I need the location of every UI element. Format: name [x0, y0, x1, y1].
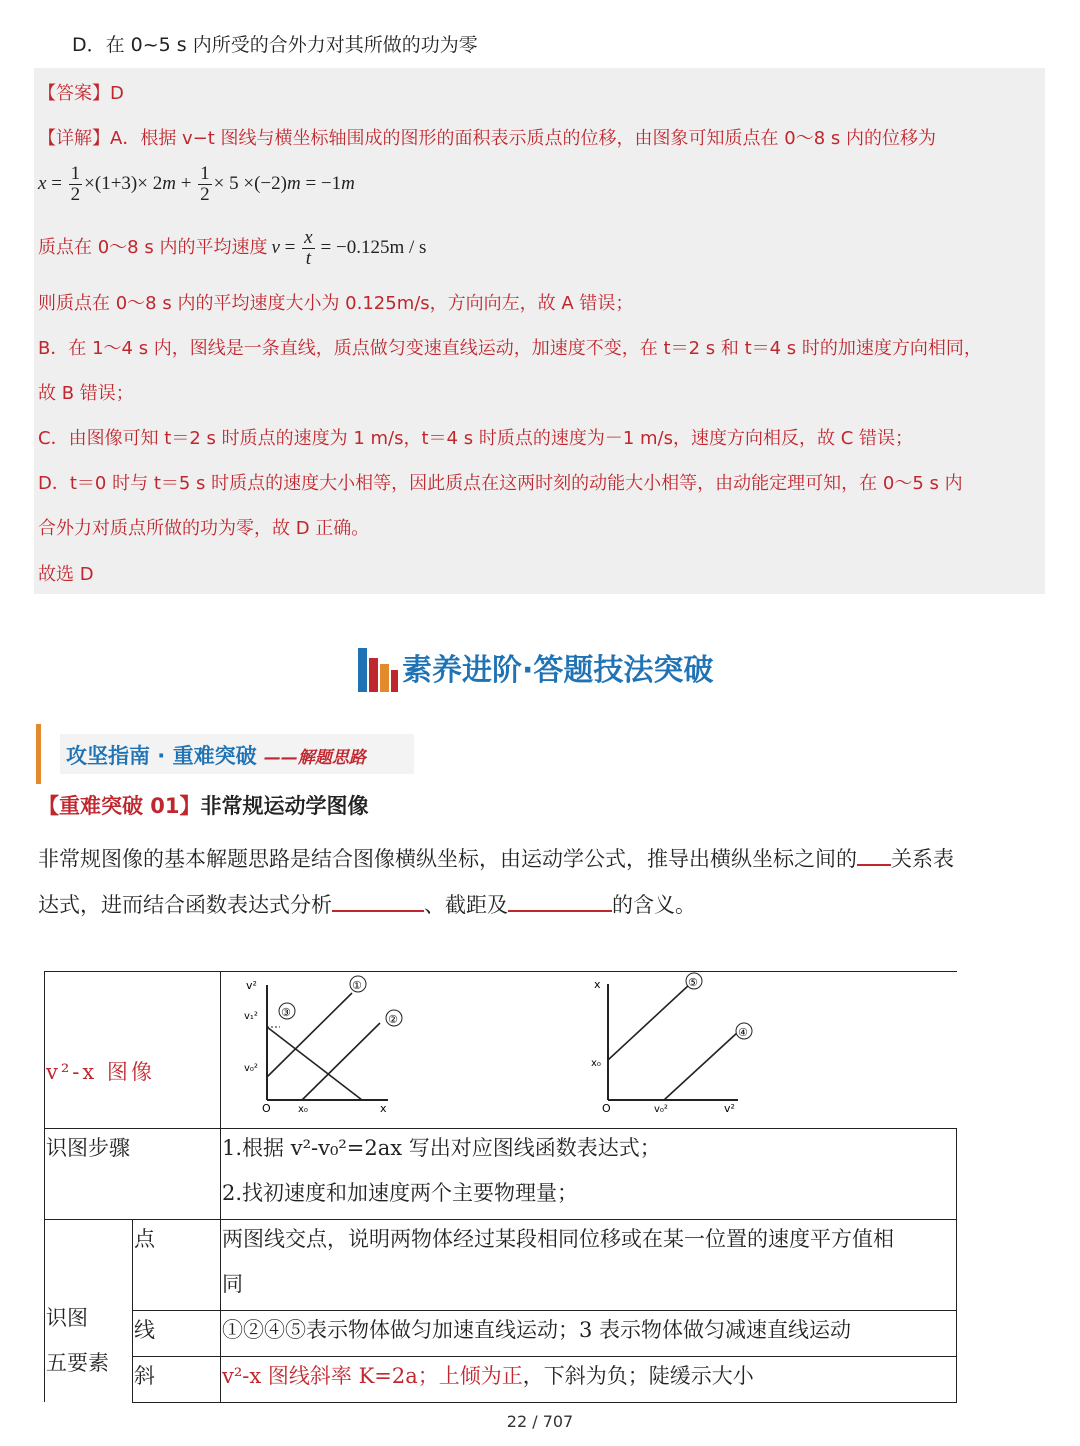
guide-accent-bar	[36, 724, 41, 784]
section-title: 素养进阶·答题技法突破	[402, 653, 714, 688]
g2-curve-5: ⑤	[688, 976, 698, 989]
g1-x0-label: x₀	[298, 1104, 308, 1115]
detail-intro: 【详解】A．根据 v−t 图线与横坐标轴围成的图形的面积表示质点的位移，由图象可知质点在 0～8 s 内的位移为	[38, 128, 936, 149]
g1-origin: O	[262, 1102, 271, 1115]
intro-line-1: 非常规图像的基本解题思路是结合图像横纵坐标，由运动学公式，推导出横纵坐标之间的 关系表	[38, 847, 954, 871]
g2-y-label: x	[594, 978, 601, 991]
point-label: 点	[134, 1227, 155, 1251]
line-b1: B．在 1～4 s 内，图线是一条直线，质点做匀变速直线运动，加速度不变，在 t＝2 s 和 t＝4 s 时的加速度方向相同，	[38, 338, 982, 359]
point-text-1: 两图线交点，说明两物体经过某段相同位移或在某一位置的速度平方值相	[222, 1227, 894, 1251]
g1-y-label: v²	[246, 979, 257, 992]
final-answer: 故选 D	[38, 564, 94, 585]
intro-line-2: 达式，进而结合函数表达式分析 、截距及 的含义。	[38, 893, 696, 917]
line-text: ①②④⑤表示物体做匀加速直线运动；3 表示物体做匀减速直线运动	[222, 1318, 852, 1342]
steps-line-1: 1.根据 v²-v₀²=2ax 写出对应图线函数表达式；	[222, 1136, 661, 1160]
steps-line-2: 2.找初速度和加速度两个主要物理量；	[222, 1181, 579, 1205]
line-label: 线	[134, 1318, 155, 1342]
g2-v0-label: v₀²	[654, 1104, 668, 1115]
point-text-2: 同	[222, 1272, 243, 1296]
line-d1: D．t＝0 时与 t＝5 s 时质点的速度大小相等，因此质点在这两时刻的动能大小相等，由动能定理可知，在 0～5 s 内	[38, 473, 963, 494]
displacement-formula: x = $\frac{1}{2}$ ×(1+3)× 2m + $\frac{1}{2}$ × 5 ×(−2)m = −1m	[38, 163, 355, 205]
row-label-elements-2: 五要素	[46, 1351, 109, 1375]
g2-curve-4: ④	[738, 1026, 748, 1039]
heading: 【重难突破 01】非常规运动学图像	[38, 794, 369, 818]
books-icon	[356, 646, 400, 696]
line-a-conclusion: 则质点在 0～8 s 内的平均速度大小为 0.125m/s，方向向左，故 A 错误；	[38, 293, 634, 314]
row-label-elements-1: 识图	[46, 1306, 88, 1330]
row-label-steps: 识图步骤	[46, 1136, 130, 1160]
graph-x-v2	[588, 972, 763, 1120]
g1-curve-1: ①	[352, 979, 362, 992]
slope-label: 斜	[134, 1364, 155, 1388]
g1-v0-label: v₀²	[244, 1063, 258, 1074]
slope-text: v²-x 图线斜率 K=2a；上倾为正，下斜为负；陡缓示大小	[222, 1364, 754, 1388]
guide-title: 攻坚指南 · 重难突破 ——解题思路	[66, 744, 366, 768]
option-d: D．在 0~5 s 内所受的合外力对其所做的功为零	[72, 34, 478, 56]
page-number: 22 / 707	[506, 1412, 574, 1431]
g1-curve-2: ②	[388, 1013, 398, 1026]
line-b2: 故 B 错误；	[38, 383, 134, 404]
row-label-v2x: v²-x 图像	[46, 1060, 155, 1084]
graph-v2-x	[240, 975, 410, 1120]
g2-x0-label: x₀	[591, 1058, 601, 1069]
g1-curve-3: ③	[281, 1006, 291, 1019]
g1-x-label: x	[380, 1102, 387, 1115]
line-c: C．由图像可知 t＝2 s 时质点的速度为 1 m/s，t＝4 s 时质点的速度为－1 m/s，速度方向相反，故 C 错误；	[38, 428, 913, 449]
answer-label: 【答案】D	[38, 83, 124, 104]
g1-v1-label: v₁²	[244, 1011, 258, 1022]
g2-origin: O	[602, 1102, 611, 1115]
g2-x-label: v²	[724, 1102, 735, 1115]
line-d2: 合外力对质点所做的功为零，故 D 正确。	[38, 518, 370, 539]
avg-velocity-line: 质点在 0～8 s 内的平均速度 v = $\frac{x}{t}$ = −0.125m / s	[38, 227, 427, 269]
